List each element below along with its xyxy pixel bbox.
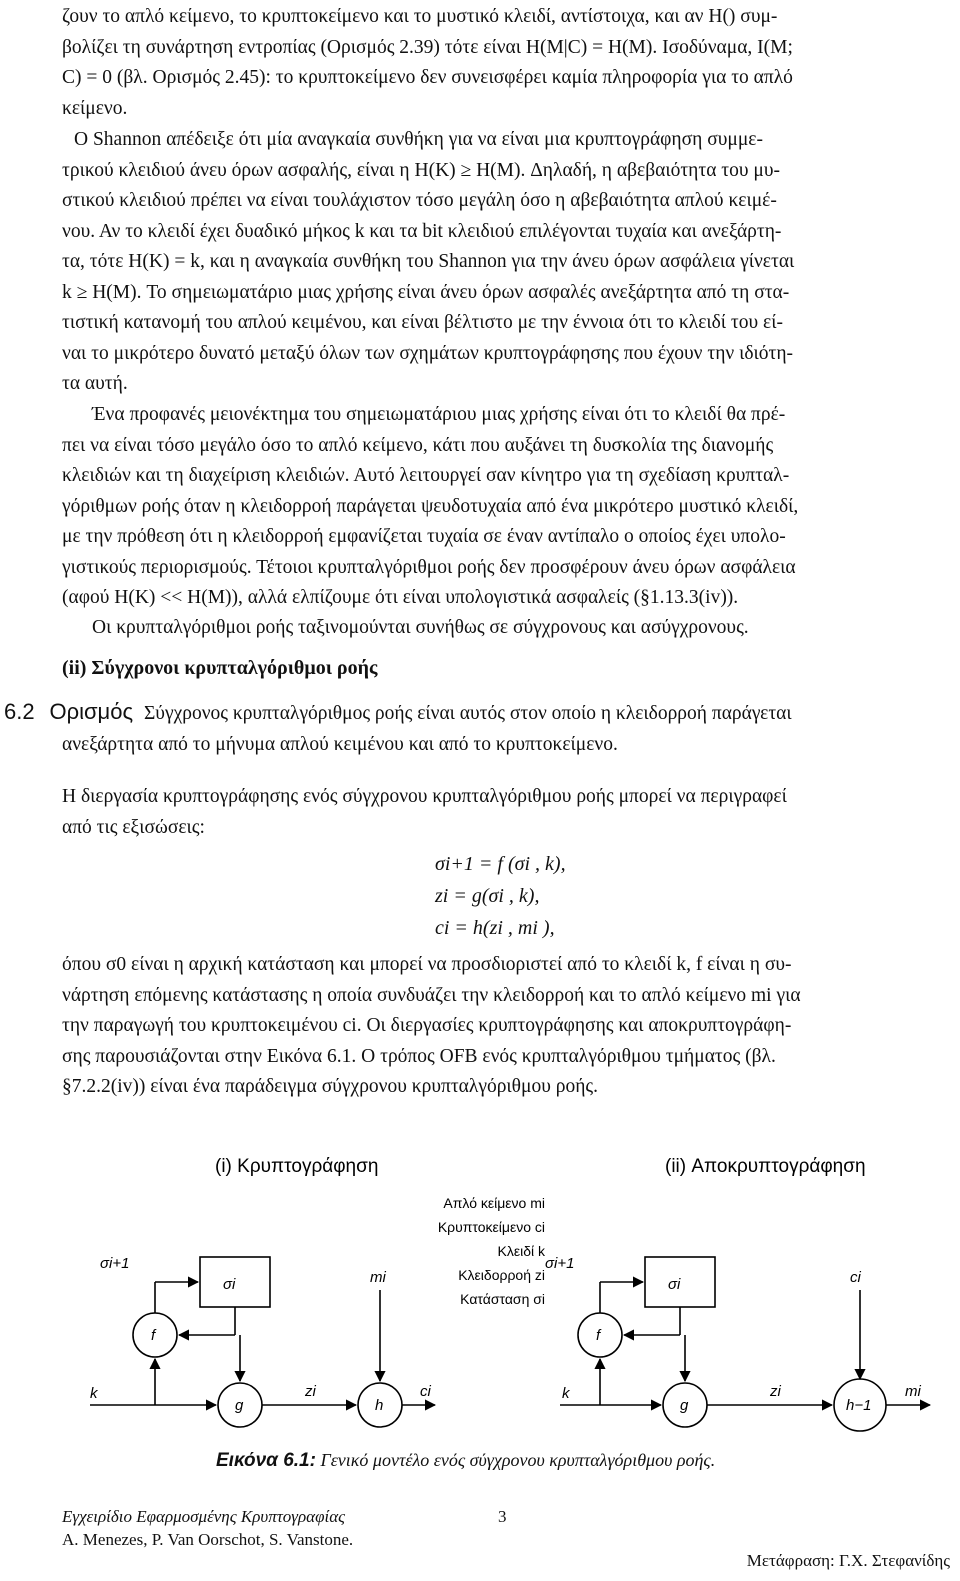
text-line: στικού κλειδιού πρέπει να είναι τουλάχιστον τόσο μεγάλη όσο η αβεβαιότητα απλού κειμέ- bbox=[62, 190, 777, 211]
text-line: ζουν το απλό κείμενο, το κρυπτοκείμενο και το μυστικό κλειδί, αντίστοιχα, και αν H() συμ- bbox=[62, 6, 778, 27]
definition-text: ανεξάρτητα από το μήνυμα απλού κειμένου και από το κρυπτοκείμενο. bbox=[62, 733, 618, 755]
text-line: πει να είναι τόσο μεγάλο όσο το απλό κείμενο, κάτι που αυξάνει τη δυσκολία της διανομής bbox=[62, 434, 774, 456]
text-line: γιστικούς περιορισμούς. Τέτοιοι κρυπταλγόριθμοι ροής δεν προσφέρουν άνευ όρων ασφάλεια bbox=[62, 556, 796, 578]
label-z: zi bbox=[305, 1383, 316, 1400]
text-line: Η διεργασία κρυπτογράφησης ενός σύγχρονου κρυπταλγόριθμου ροής μπορεί να περιγραφεί bbox=[62, 786, 787, 807]
label-f: f bbox=[596, 1327, 601, 1344]
equation: σi+1 = f (σi , k), bbox=[435, 853, 566, 875]
legend-item: Κατάσταση σi bbox=[460, 1291, 545, 1307]
label-c: ci bbox=[850, 1269, 861, 1286]
definition-text: Σύγχρονος κρυπταλγόριθμος ροής είναι αυτός στον οποίο η κλειδορροή παράγεται bbox=[143, 703, 792, 724]
text-line: Ένα προφανές μειονέκτημα του σημειωματάριου μιας χρήσης είναι ότι το κλειδί θα πρέ- bbox=[92, 404, 786, 425]
label-k: k bbox=[562, 1385, 570, 1402]
definition-word: Ορισμός bbox=[49, 699, 134, 724]
legend-item: Απλό κείμενο mi bbox=[443, 1195, 545, 1211]
text-line: βολίζει τη συνάρτηση εντροπίας (Ορισμός 2.39) τότε είναι H(M|C) = H(M). Ισοδύναμα, I(M; bbox=[62, 36, 793, 58]
text-line: κλειδιών και τη διαχείριση κλειδιών. Αυτό λειτουργεί σαν κίνητρο για τη σχεδίαση κρυπταλ- bbox=[62, 465, 790, 486]
paragraph-entropy bbox=[62, 2, 950, 124]
footer-book-title: Εγχειρίδιο Εφαρμοσμένης Κρυπτογραφίας bbox=[62, 1507, 346, 1526]
paragraph-classification bbox=[92, 613, 960, 644]
label-sigma: σi bbox=[668, 1276, 681, 1293]
text-line: κείμενο. bbox=[62, 97, 128, 119]
panel-title-encryption: (i) Κρυπτογράφηση bbox=[215, 1156, 379, 1177]
label-h: h bbox=[375, 1397, 384, 1414]
label-m: mi bbox=[905, 1383, 921, 1400]
text-line: ναι το μικρότερο δυνατό μεταξύ όλων των σχημάτων κρυπτογράφησης που έχουν την ιδιότη- bbox=[62, 342, 794, 364]
paragraph-shannon bbox=[62, 125, 950, 400]
legend-item: Κρυπτοκείμενο ci bbox=[437, 1219, 545, 1235]
label-z: zi bbox=[770, 1383, 781, 1400]
label-sigma: σi bbox=[223, 1276, 236, 1293]
text-line: με την πρόθεση ότι η κλειδορροή εμφανίζεται τυχαία σε έναν αντίπαλο ο οποίος έχει υπολο- bbox=[62, 526, 786, 547]
definition-number: 6.2 bbox=[4, 699, 35, 724]
figure-stream-cipher-model bbox=[80, 1150, 950, 1435]
text-line: όπου σ0 είναι η αρχική κατάσταση και μπορεί να προσδιοριστεί από το κλειδί k, f είναι η συ- bbox=[62, 954, 792, 975]
footer-authors: A. Menezes, P. Van Oorschot, S. Vanstone. bbox=[62, 1530, 354, 1549]
text-line: C) = 0 (βλ. Ορισμός 2.45): το κρυπτοκείμενο δεν συνεισφέρει καμία πληροφορία για το απλό bbox=[62, 67, 793, 88]
label-f: f bbox=[151, 1327, 156, 1344]
text-line: (αφού H(K) << H(M)), αλλά ελπίζουμε ότι είναι υπολογιστικά ασφαλείς (§1.13.3(iv)). bbox=[62, 587, 739, 608]
legend-item: Κλειδορροή zi bbox=[458, 1267, 545, 1283]
text-line: §7.2.2(iv)) είναι ένα παράδειγμα σύγχρονου κρυπταλγόριθμου ροής. bbox=[62, 1076, 599, 1097]
text-line: νάρτηση επόμενης κατάστασης η οποία συνδυάζει την κλειδορροή και το απλό κείμενο mi για bbox=[62, 984, 801, 1006]
figure-caption bbox=[216, 1450, 715, 1472]
footer-translation: Μετάφραση: Γ.Χ. Στεφανίδης bbox=[746, 1551, 950, 1570]
label-k: k bbox=[90, 1385, 98, 1402]
text-line: k ≥ H(M). Το σημειωματάριο μιας χρήσης είναι άνευ όρων ασφαλές ανεξάρτητα από τη στα- bbox=[62, 281, 790, 303]
text-line: νου. Αν το κλειδί έχει δυαδικό μήκος k και τα bit κλειδιού επιλέγονται τυχαία και ανεξάρτη- bbox=[62, 220, 782, 242]
text-line: από τις εξισώσεις: bbox=[62, 816, 205, 838]
label-sigma-next: σi+1 bbox=[545, 1255, 575, 1272]
decryption-diagram bbox=[560, 1257, 930, 1431]
label-c: ci bbox=[420, 1383, 431, 1400]
label-g: g bbox=[680, 1397, 689, 1414]
definition-6-2 bbox=[4, 697, 950, 760]
equation: ci = h(zi , mi ), bbox=[435, 917, 555, 939]
text-line: τρικού κλειδιού άνευ όρων ασφαλής, είναι η H(K) ≥ H(M). Δηλαδή, η αβεβαιότητα του μυ- bbox=[62, 159, 781, 181]
text-line: γόριθμων ροής όταν η κλειδορροή παράγεται ψευδοτυχαία από ένα μικρότερο μυστικό κλειδί, bbox=[62, 495, 799, 517]
panel-title-decryption: (ii) Αποκρυπτογράφηση bbox=[665, 1156, 866, 1177]
text-line: τα αυτή. bbox=[62, 373, 128, 394]
legend-item: Κλειδί k bbox=[497, 1243, 545, 1259]
caption-text: Γενικό μοντέλο ενός σύγχρονου κρυπταλγόριθμου ροής. bbox=[320, 1450, 716, 1470]
text-line: Ο Shannon απέδειξε ότι μία αναγκαία συνθήκη για να είναι μια κρυπτογράφηση συμμε- bbox=[74, 129, 763, 150]
legend bbox=[438, 1195, 546, 1307]
paragraph-one-time-pad bbox=[62, 400, 950, 614]
text-line: τα, τότε H(K) = k, και η αναγκαία συνθήκη του Shannon για την άνευ όρων ασφάλεια γίνεται bbox=[62, 251, 795, 272]
label-h-inverse: h−1 bbox=[846, 1397, 872, 1414]
label-sigma-next: σi+1 bbox=[100, 1255, 130, 1272]
label-m: mi bbox=[370, 1269, 386, 1286]
section-heading: (ii) Σύγχρονοι κρυπταλγόριθμοι ροής bbox=[62, 657, 378, 679]
text-line: τιστική κατανομή του απλού κειμένου, και είναι βέλτιστο με την έννοια ότι το κλειδί του εί- bbox=[62, 312, 783, 333]
paragraph-where bbox=[62, 950, 950, 1103]
caption-label: Εικόνα 6.1: bbox=[216, 1450, 316, 1471]
text-line: την παραγωγή του κρυπτοκειμένου ci. Οι διεργασίες κρυπτογράφησης και αποκρυπτογράφη- bbox=[62, 1015, 792, 1036]
equation: zi = g(σi , k), bbox=[435, 885, 540, 907]
paragraph-process bbox=[62, 782, 950, 843]
label-g: g bbox=[235, 1397, 244, 1414]
text-line: Οι κρυπταλγόριθμοι ροής ταξινομούνται συνήθως σε σύγχρονους και ασύγχρονους. bbox=[92, 617, 749, 638]
page-number: 3 bbox=[498, 1507, 507, 1526]
equations bbox=[435, 848, 566, 944]
text-line: σης παρουσιάζονται στην Εικόνα 6.1. Ο τρόπος OFB ενός κρυπταλγόριθμου τμήματος (βλ. bbox=[62, 1045, 776, 1067]
